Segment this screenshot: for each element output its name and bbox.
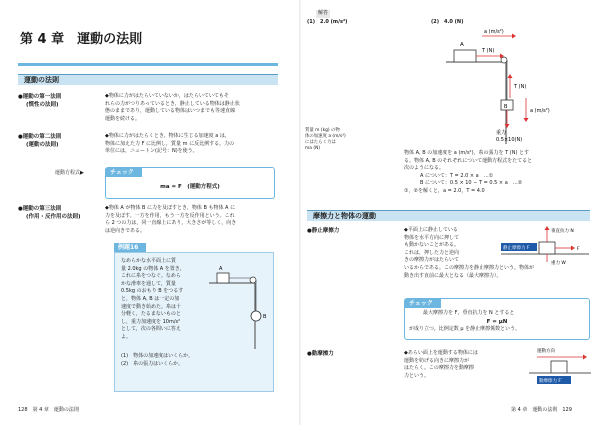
- diagram-label-b: B: [504, 104, 508, 110]
- example-line: 速度で動き始めた。糸は十: [121, 303, 182, 310]
- friction-section-bar: 摩擦力と物体の運動: [307, 210, 590, 221]
- static-line: ◆平面上に静止している: [404, 227, 458, 233]
- static-line: きの摩擦力がはたらいて: [404, 257, 460, 264]
- diagram-a2: a (m/s²): [530, 108, 550, 114]
- diagram-block-a: [454, 50, 476, 62]
- law2-line: 単位には，ニュートン(記号：N)を使う。: [105, 148, 198, 155]
- diagram-gravity-val: 0.5×10(N): [496, 137, 523, 143]
- right-footer: 第 4 章 運動の法則 129: [511, 407, 572, 413]
- diagram-gravity: 重力: [496, 130, 507, 136]
- kinetic-body: [404, 350, 522, 380]
- pulley-diagram: [207, 261, 271, 351]
- force-diagram: [426, 28, 576, 146]
- law3-line: は逆向きである。: [105, 227, 146, 234]
- left-page: [0, 0, 299, 425]
- static-line: 動き出す直前に最大となる（最大摩擦力）。: [404, 272, 502, 279]
- answer-line: 物体 A, B の加速度を a (m/s²)，糸の張力を T (N) とす: [404, 150, 529, 156]
- law1-body: [105, 93, 285, 123]
- weight-b: [251, 311, 261, 321]
- friction-check-line1: 最大摩擦力を F，垂直抗力を N とすると: [423, 310, 515, 316]
- kinetic-heading: ●動摩擦力: [307, 351, 334, 357]
- example-box: [114, 252, 274, 392]
- law3-sub: (作用・反作用の法則): [26, 214, 81, 220]
- answer-2: (2) 4.0 (N): [431, 19, 464, 25]
- static-line: 物体を水平方向に押して: [404, 234, 460, 241]
- section-bar: 運動の法則: [18, 74, 278, 85]
- kinetic-line: 運動を妨げる向きに摩擦力が: [404, 357, 470, 364]
- side-note-line: ma (N): [305, 146, 321, 151]
- law1-heading: ●運動の第一法則: [18, 94, 62, 100]
- kinetic-line: はたらく。この摩擦力を動摩擦: [404, 365, 474, 372]
- chapter-title: 第 4 章 運動の法則: [20, 32, 143, 47]
- law2-sub: (運動の法則): [26, 142, 59, 148]
- example-line: なめらかな水平面上に質: [121, 258, 177, 264]
- example-line: 0.5kg のおもり B をつるす: [121, 288, 184, 295]
- example-question-2: (2) 糸の張力はいくらか。: [121, 360, 184, 367]
- normal-force-label: 垂直抗力 N: [551, 229, 574, 234]
- kinetic-friction-diagram: [527, 345, 593, 387]
- example-questions: [121, 353, 271, 368]
- static-line: も動かないことがある。: [404, 242, 460, 249]
- kinetic-line: ◆あらい面上を運動する物体には: [404, 350, 478, 356]
- law2-line: 物体に加えた力 F に比例し，質量 m に反比例する。力の: [105, 140, 235, 147]
- friction-check-line2: が成り立つ。比例定数 μ を静止摩擦係数という。: [409, 325, 521, 332]
- diagram-t2: T (N): [514, 84, 527, 90]
- answer-line: 次のようになる。: [404, 165, 445, 172]
- kinetic-friction-label: 動摩擦力 F′: [539, 379, 563, 384]
- motion-direction-label: 運動方向: [537, 349, 555, 354]
- check-title: チェック: [106, 168, 142, 177]
- diagram-t1: T (N): [482, 48, 495, 54]
- diagram-pulley: [501, 57, 507, 63]
- kinetic-line: 力という。: [404, 372, 430, 379]
- diagram-a1: a (m/s²): [484, 29, 504, 35]
- friction-check-title: チェック: [405, 299, 441, 308]
- static-line: これは，押した力と逆向: [404, 249, 460, 256]
- example-line: と，物体 A, B は一定の加: [121, 295, 180, 302]
- answer-line: る。物体 A, B のそれぞれについて運動方程式をたてると: [404, 157, 533, 164]
- static-block: [539, 242, 555, 254]
- static-friction-diagram: [499, 224, 591, 266]
- example-line: これに糸をつなぐ。なめら: [121, 273, 181, 280]
- example-line: かな滑車を通して，質量: [121, 280, 176, 287]
- example-line: よ。: [121, 333, 132, 340]
- side-note: [305, 128, 375, 152]
- block-a: [217, 273, 229, 283]
- check-box: [105, 167, 275, 199]
- push-force-label: F: [577, 247, 580, 252]
- diagram-label-a: A: [460, 42, 464, 48]
- kinetic-block: [551, 361, 567, 373]
- label-b: B: [263, 314, 267, 320]
- pulley: [250, 277, 256, 283]
- answer-body: [404, 150, 584, 196]
- answer-result: ①，②を解くと，a = 2.0，T = 4.0: [404, 187, 485, 194]
- side-label: 運動方程式▶: [55, 170, 84, 176]
- side-note-line: 質量 m (kg) の物: [305, 128, 340, 133]
- static-heading: ●静止摩擦力: [307, 228, 340, 234]
- example-text: [121, 258, 205, 342]
- side-note-line: にはたらく力は: [305, 140, 336, 145]
- law3-body: [105, 205, 285, 235]
- example-question-1: (1) 物体の加速度はいくらか。: [121, 353, 194, 359]
- label-a: A: [219, 266, 223, 272]
- equation-1: A について：T = 2.0 × a …①: [420, 172, 494, 179]
- law3-heading: ●運動の第三法則: [18, 206, 62, 212]
- answer-1: (1) 2.0 (m/s²): [307, 19, 348, 25]
- friction-check-formula: F = μN: [486, 318, 508, 325]
- law1-line: れらの力がつりあっているとき，静止している物体は静止状: [105, 100, 240, 107]
- example-title: 例題16: [114, 243, 146, 252]
- left-footer: 128 第 4 章 運動の法則: [18, 407, 79, 413]
- law3-line: 力を及ぼす。一方を作用，もう一方を反作用という。これ: [105, 212, 235, 219]
- law1-line: 運動を続ける。: [105, 115, 141, 122]
- law3-line: ら 2 つの力は，同一直線上にあり，大きさが等しく，向き: [105, 220, 237, 227]
- title-rule: [18, 63, 278, 66]
- gravity-label: 重力 W: [551, 261, 566, 266]
- answer-label: 解答: [318, 10, 329, 16]
- example-line: 量 2.0kg の物体 A を置き，: [121, 265, 185, 272]
- law1-sub: (慣性の法則): [26, 102, 59, 108]
- law2-body: [105, 133, 285, 156]
- example-line: し，重力加速度を 10m/s²: [121, 318, 181, 325]
- static-line: いるからである。この摩擦力を静止摩擦力という。物体が: [404, 264, 534, 271]
- law1-line: 態のままであり，運動している物体はいつまでも等速直線: [105, 108, 236, 115]
- equation-2: B について：0.5 × 10 − T = 0.5 × a …②: [420, 180, 523, 187]
- law2-heading: ●運動の第二法則: [18, 134, 62, 140]
- friction-check-box: [404, 298, 590, 340]
- law1-line: ◆物体に力がはたらいていないか，はたらいていてもそ: [105, 93, 229, 99]
- law3-line: ◆物体 A が物体 B に力を及ぼすとき，物体 B も物体 A に: [105, 205, 236, 211]
- example-line: として，次の各問いに答え: [121, 326, 181, 333]
- check-formula: ma = F (運動方程式): [160, 184, 220, 190]
- law2-line: ◆物体に力がはたらくとき，物体に生じる加速度 a は，: [105, 133, 230, 139]
- example-line: 分軽く，たるまないものと: [121, 311, 181, 318]
- static-friction-label: 静止摩擦力 F: [503, 246, 530, 251]
- side-note-line: 体の加速度 a (m/s²): [305, 134, 346, 139]
- right-page: [301, 0, 600, 425]
